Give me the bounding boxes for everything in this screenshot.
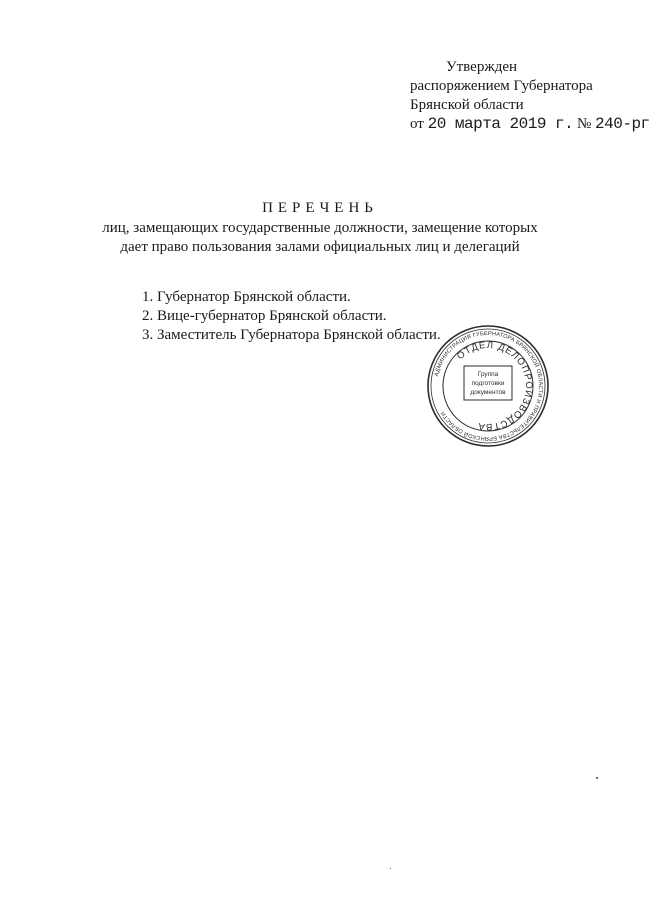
list-item: 3. Заместитель Губернатора Брянской области.	[142, 327, 441, 343]
list-item: 1. Губернатор Брянской области.	[142, 289, 351, 305]
approval-block	[410, 58, 650, 134]
number-value: 240-рг	[595, 115, 650, 133]
date-value: 20 марта 2019 г.	[427, 115, 574, 133]
scan-speck	[390, 868, 391, 869]
number-prefix: №	[576, 116, 592, 132]
official-stamp	[426, 324, 550, 448]
date-prefix: от	[410, 116, 424, 132]
stamp-center-line2: подготовки	[471, 380, 505, 387]
stamp-middle-text: ОТДЕЛ ДЕЛОПРОИЗВОДСТВА	[454, 339, 535, 433]
positions-list	[142, 288, 441, 345]
document-title: ПЕРЕЧЕНЬ	[262, 200, 378, 216]
scan-speck	[596, 777, 598, 779]
stamp-outer-text: АДМИНИСТРАЦИЯ ГУБЕРНАТОРА БРЯНСКОЙ ОБЛАСТИ И ПРАВИТЕЛЬСТВА БРЯНСКОЙ ОБЛАСТИ	[433, 330, 544, 442]
stamp-center-line3: документов	[470, 389, 506, 396]
approval-title: Утвержден	[446, 59, 518, 75]
list-item: 2. Вице-губернатор Брянской области.	[142, 308, 387, 324]
approval-date-line	[410, 115, 650, 134]
approval-region: Брянской области	[410, 97, 524, 113]
stamp-center-line1: Группа	[477, 371, 499, 378]
approval-by: распоряжением Губернатора	[410, 78, 593, 94]
document-subtitle: лиц, замещающих государственные должности, замещение которых дает право пользования залами официальных лиц и делегаций	[102, 220, 538, 255]
